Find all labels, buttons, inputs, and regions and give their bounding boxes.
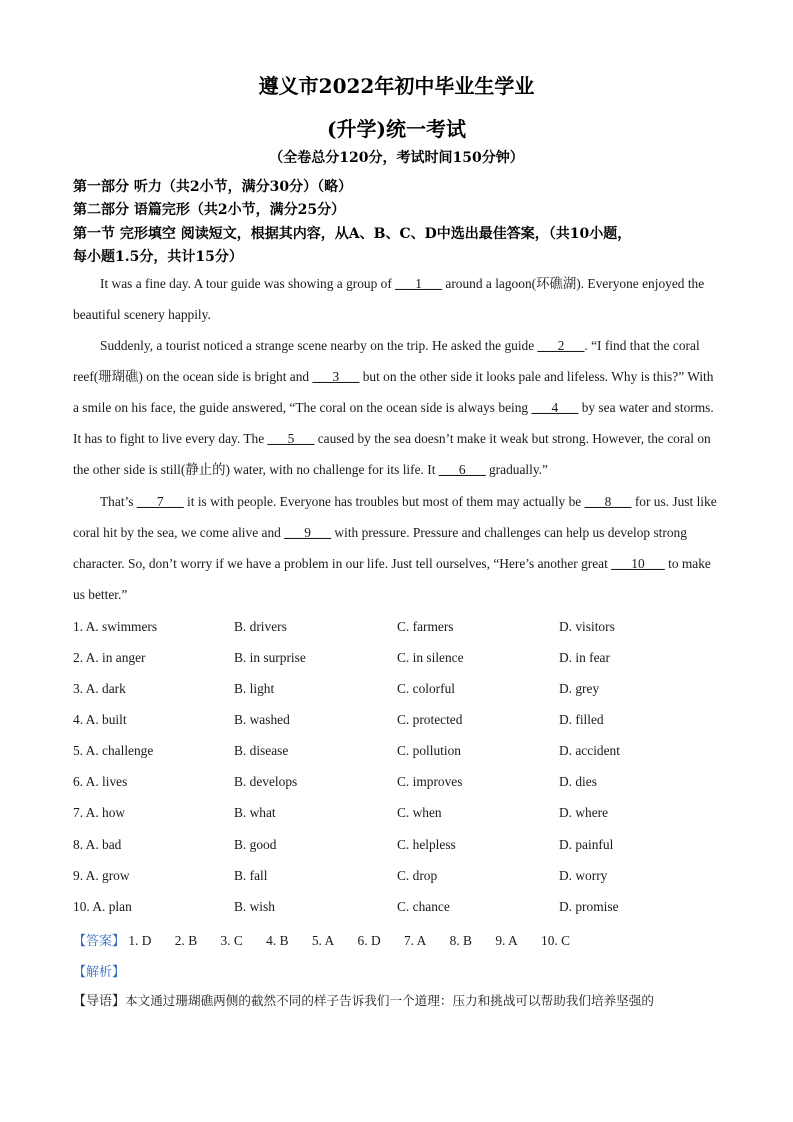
option-d: D. where — [559, 805, 609, 820]
blank-5: ___5___ — [267, 431, 315, 446]
passage-paragraph-1 — [73, 268, 721, 330]
option-d: D. promise — [559, 899, 619, 914]
option-c: C. farmers — [397, 619, 454, 634]
blank-10: ___10___ — [611, 556, 665, 571]
option-a: 3. A. dark — [73, 681, 126, 696]
options-row-2 — [73, 650, 721, 670]
answer-item: 3. C — [220, 933, 243, 948]
answer-key — [73, 930, 590, 949]
guide-line — [73, 990, 723, 1009]
blank-7: ___7___ — [136, 494, 184, 509]
option-d: D. grey — [559, 681, 600, 696]
passage-paragraph-3 — [73, 486, 721, 610]
exam-title-line2: (升学)统一考试 — [327, 117, 466, 141]
passage-text: with pressure. Pressure and challenges can help us develop strong character. So, don’t worry if we have a problem in our life. Just tell ourselves, “Here’s another great — [73, 525, 687, 571]
answer-tag: 【答案】 — [73, 934, 126, 949]
answer-item: 4. B — [266, 933, 289, 948]
answer-item: 6. D — [357, 933, 381, 948]
option-a: 4. A. built — [73, 712, 127, 727]
options-row-1 — [73, 619, 721, 639]
options-row-8 — [73, 837, 721, 857]
guide-text: 本文通过珊瑚礁两侧的截然不同的样子告诉我们一个道理：压力和挑战可以帮助我们培养坚强的 — [125, 993, 654, 1008]
option-b: B. good — [234, 837, 277, 852]
passage-text: Suddenly, a tourist noticed a strange scene nearby on the trip. He asked the guide — [100, 338, 538, 353]
option-d: D. filled — [559, 712, 604, 727]
passage-text: caused by the sea doesn’t make it weak but strong. However, the coral on the other side is still(静止的) water, with no challenge for its life. It — [73, 431, 711, 477]
option-b: B. in surprise — [234, 650, 306, 665]
section1-heading-line2: 每小题1.5分，共计15分） — [73, 249, 243, 265]
exam-title-line1: 遵义市2022年初中毕业生学业 — [258, 74, 535, 98]
blank-8: ___8___ — [584, 494, 632, 509]
passage-paragraph-2 — [73, 330, 721, 485]
option-c: C. protected — [397, 712, 463, 727]
answer-item: 5. A — [311, 933, 335, 948]
option-c: C. pollution — [397, 743, 461, 758]
option-a: 8. A. bad — [73, 837, 122, 852]
option-b: B. washed — [234, 712, 290, 727]
passage-text: it is with people. Everyone has troubles but most of them may actually be — [183, 494, 585, 509]
option-b: B. drivers — [234, 619, 287, 634]
passage-text: for us. Just like coral hit by the sea, we come alive and — [73, 494, 717, 540]
option-a: 9. A. grow — [73, 868, 130, 883]
option-c: C. colorful — [397, 681, 456, 696]
answer-item: 7. A — [403, 933, 427, 948]
option-b: B. what — [234, 805, 276, 820]
part1-heading: 第一部分 听力（共2小节，满分30分）（略） — [73, 179, 353, 195]
option-b: B. fall — [234, 868, 268, 883]
option-b: B. light — [234, 681, 275, 696]
passage-text: gradually.” — [485, 462, 548, 477]
option-c: C. chance — [397, 899, 450, 914]
blank-2: ___2___ — [537, 338, 585, 353]
blank-9: ___9___ — [284, 525, 332, 540]
options-row-5 — [73, 743, 721, 763]
blank-3: ___3___ — [312, 369, 360, 384]
option-b: B. develops — [234, 774, 298, 789]
option-a: 6. A. lives — [73, 774, 128, 789]
section1-heading-line1: 第一节 完形填空 阅读短文，根据其内容，从A、B、C、D中选出最佳答案，（共10小题， — [73, 226, 632, 242]
part2-heading: 第二部分 语篇完形（共2小节，满分25分） — [73, 202, 346, 218]
option-d: D. visitors — [559, 619, 615, 634]
options-row-6 — [73, 774, 721, 794]
answer-item: 2. B — [174, 933, 198, 948]
exam-subtitle: （全卷总分120分，考试时间150分钟） — [269, 150, 524, 166]
option-d: D. accident — [559, 743, 620, 758]
guide-tag: 【导语】 — [73, 994, 126, 1009]
analysis-label — [73, 961, 125, 981]
option-d: D. painful — [559, 837, 614, 852]
option-c: C. drop — [397, 868, 438, 883]
analysis-tag: 【解析】 — [73, 965, 126, 980]
passage-text: around a lagoon(环礁湖). Everyone enjoyed the beautiful scenery happily. — [73, 276, 705, 322]
option-d: D. worry — [559, 868, 608, 883]
option-c: C. when — [397, 805, 442, 820]
passage-text: but on the other side it looks pale and lifeless. Why is this?” With a smile on his face, the guide answered, “The coral on the ocean side is always being — [73, 369, 714, 415]
option-a: 7. A. how — [73, 805, 126, 820]
options-row-4 — [73, 712, 721, 732]
option-c: C. in silence — [397, 650, 464, 665]
options-row-7 — [73, 805, 721, 825]
option-a: 10. A. plan — [73, 899, 132, 914]
option-a: 1. A. swimmers — [73, 619, 158, 634]
options-row-10 — [73, 899, 721, 919]
blank-1: ___1___ — [395, 276, 443, 291]
option-c: C. improves — [397, 774, 463, 789]
option-b: B. disease — [234, 743, 289, 758]
passage-text: It was a fine day. A tour guide was showing a group of — [100, 276, 396, 291]
answer-item: 10. C — [541, 933, 571, 948]
options-row-9 — [73, 868, 721, 888]
passage-text: . “I find that the coral reef(珊瑚礁) on the ocean side is bright and — [73, 338, 700, 384]
passage-text: to make us better.” — [73, 556, 711, 602]
option-d: D. in fear — [559, 650, 610, 665]
option-b: B. wish — [234, 899, 275, 914]
options-row-3 — [73, 681, 721, 701]
answer-item: 1. D — [128, 933, 152, 948]
passage-text: That’s — [100, 494, 137, 509]
option-d: D. dies — [559, 774, 597, 789]
blank-6: ___6___ — [438, 462, 486, 477]
blank-4: ___4___ — [531, 400, 579, 415]
passage-text: by sea water and storms. It has to fight to live every day. The — [73, 400, 714, 446]
option-c: C. helpless — [397, 837, 456, 852]
option-a: 2. A. in anger — [73, 650, 146, 665]
option-a: 5. A. challenge — [73, 743, 154, 758]
answer-item: 9. A — [495, 933, 518, 948]
answer-item: 8. B — [449, 933, 472, 948]
